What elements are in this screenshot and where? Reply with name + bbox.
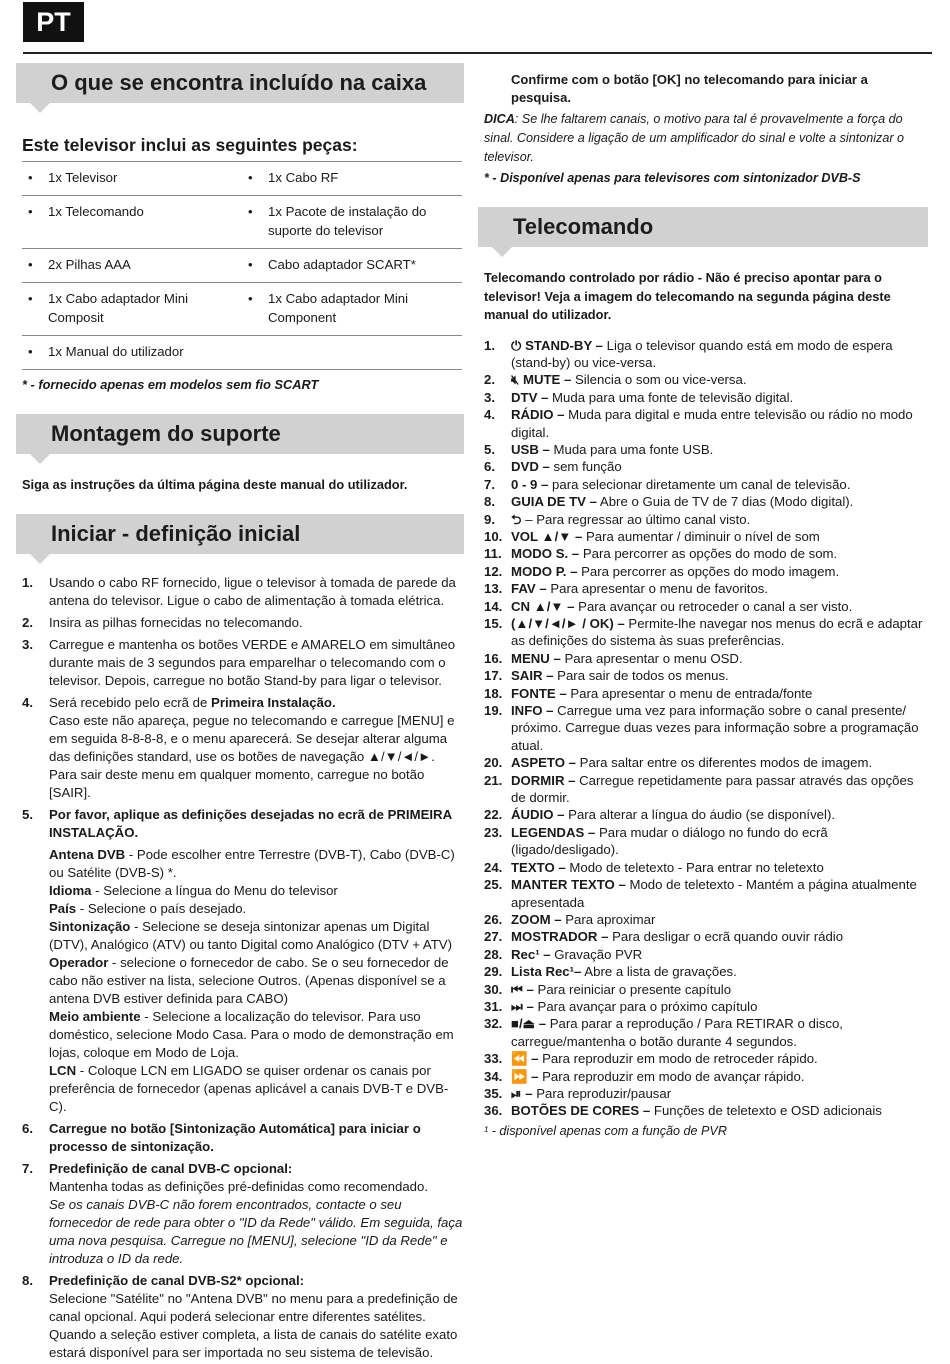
list-item <box>484 476 928 493</box>
item-number: 18. <box>484 685 503 701</box>
item-number: 27. <box>484 929 503 945</box>
key-description: Carregue uma vez para informação sobre o canal presente/ próximo. Carregue duas vezes para informação sobre a programação atual. <box>511 703 919 753</box>
item-number: 30. <box>484 981 503 997</box>
key-name: ÁUDIO – <box>511 807 565 823</box>
list-item <box>484 876 928 911</box>
key-name: MODO P. – <box>511 563 578 579</box>
item-number: 35. <box>484 1085 503 1101</box>
key-description: para selecionar diretamente um canal de televisão. <box>548 476 851 492</box>
key-description: Para reproduzir/pausar <box>532 1085 672 1101</box>
key-name: ⏮ – <box>511 981 534 997</box>
option-value: - Selecione se deseja sintonizar apenas um Digital (DTV), Analógico (ATV) ou tanto Digital como Analógico (DTV + ATV) <box>49 919 452 952</box>
key-description: Para avançar para o próximo capítulo <box>533 998 758 1014</box>
list-item <box>484 981 928 998</box>
item-number: 15. <box>484 616 503 631</box>
item-number: 11. <box>484 546 502 562</box>
list-item <box>484 667 928 684</box>
key-name: FONTE – <box>511 685 567 701</box>
bullet-icon: • <box>28 291 33 306</box>
header-rule <box>23 52 932 54</box>
key-description: Funções de teletexto e OSD adicionais <box>650 1103 882 1119</box>
item-number: 25. <box>484 877 503 893</box>
table-row <box>22 162 462 196</box>
option-value: - Selecione o país desejado. <box>76 901 247 916</box>
section-banner-box <box>16 63 464 103</box>
option-key: Antena DVB <box>49 847 126 862</box>
key-name: MODO S. – <box>511 546 580 562</box>
box-subtitle: Este televisor inclui as seguintes peças: <box>22 135 358 155</box>
key-name: ASPETO – <box>511 755 576 771</box>
item-number: 32. <box>484 1016 503 1032</box>
option-line <box>49 846 464 882</box>
section-banner-setup <box>16 514 464 554</box>
key-description: Muda para uma fonte de televisão digital. <box>548 389 794 405</box>
item-number: 9. <box>484 511 495 527</box>
key-description: Para desligar o ecrã quando ouvir rádio <box>608 929 844 945</box>
option-key: LCN <box>49 1063 77 1078</box>
option-value: - Selecione a língua do Menu do televisor <box>91 883 338 898</box>
item-number: 8. <box>484 494 495 510</box>
list-item <box>484 1050 928 1067</box>
item-number: 16. <box>484 650 503 666</box>
step-emphasis: Primeira Instalação. <box>211 695 336 710</box>
item-number: 4. <box>484 407 495 423</box>
item-number: 7. <box>484 476 495 492</box>
step-text: Será recebido pelo ecrã de <box>49 695 212 710</box>
list-item <box>484 806 928 823</box>
key-description: Silencia o som ou vice-versa. <box>571 372 747 388</box>
section-title-box: O que se encontra incluído na caixa <box>51 70 427 95</box>
key-name: DVD – <box>511 459 550 475</box>
key-description: Gravação PVR <box>550 946 643 962</box>
key-name: VOL ▲/▼ – <box>511 528 583 544</box>
item-number: 5. <box>484 441 495 457</box>
bullet-icon: • <box>28 257 33 272</box>
key-name: ⏩ – <box>511 1068 539 1084</box>
list-item: 3. Carregue e mantenha os botões VERDE e AMARELO em simultâneo durante mais de 3 segundos para emparelhar o telecomando com o televisor. Depois, carregue no botão Stand-by para ligar o televisor. <box>22 636 464 690</box>
key-description: Carregue repetidamente para passar através das opções de dormir. <box>511 772 914 806</box>
list-item: Cabo adaptador SCART* <box>268 257 416 272</box>
list-item <box>484 772 928 807</box>
list-item: 8. Predefinição de canal DVB-S2* opcional: Selecione "Satélite" no "Antena DVB" no menu para a predefinição de canal opcional. Aqui poderá selecionar entre diferentes satélites. Quando a seleção estiver completa, a lista de canais do satélite exato estará disponível para ser importada no seu sistema de televisão. <box>22 1272 464 1362</box>
list-item: 4. Será recebido pelo ecrã de Primeira Instalação. Caso este não apareça, pegue no telecomando e carregue [MENU] e em seguida 8-8-8-8, e o menu aparecerá. Se desejar alterar alguma das definições standard, use os botões de navegação ▲/▼/◄/►. Para sair deste menu em qualquer momento, carregue no botão [SAIR]. <box>22 694 464 802</box>
table-row <box>22 196 462 249</box>
option-value: - selecione o fornecedor de cabo. Se o seu fornecedor de cabo não estiver na lista, selecione Outros. (Apenas disponível se a antena DVB estiver definida para CABO) <box>49 955 449 1006</box>
step-text: Insira as pilhas fornecidas no telecomando. <box>49 615 303 630</box>
confirm-text: Confirme com o botão [OK] no telecomando para iniciar a pesquisa. <box>511 72 868 105</box>
tip-label: DICA <box>484 112 515 126</box>
key-name: MANTER TEXTO – <box>511 877 626 893</box>
key-description: Para apresentar o menu de entrada/fonte <box>566 685 813 701</box>
key-name: USB – <box>511 441 550 457</box>
table-row <box>22 283 462 336</box>
key-description: Liga o televisor quando está em modo de espera (stand-by) ou vice-versa. <box>511 337 893 370</box>
tip-block <box>478 110 928 167</box>
key-name: CN ▲/▼ – <box>511 598 575 614</box>
key-name: ■/⏏ – <box>511 1016 547 1032</box>
item-number: 23. <box>484 824 503 840</box>
step-heading: Predefinição de canal DVB-S2* opcional: <box>49 1273 305 1288</box>
dvbs-note: * - Disponível apenas para televisores com sintonizador DVB-S <box>484 171 861 185</box>
option-key: Idioma <box>49 883 92 898</box>
list-item <box>484 580 928 597</box>
bullet-icon: • <box>28 170 33 185</box>
key-description: Para mudar o diálogo no fundo do ecrã (ligado/desligado). <box>511 824 828 858</box>
key-name: (▲/▼/◄/► / OK) – <box>511 616 625 631</box>
item-number: 36. <box>484 1103 503 1119</box>
table-row <box>22 336 462 370</box>
banner-tab <box>492 247 512 257</box>
list-item <box>484 528 928 545</box>
item-number: 28. <box>484 946 503 962</box>
list-item <box>484 406 928 441</box>
list-item <box>484 702 928 754</box>
bullet-icon: • <box>248 170 253 185</box>
list-item: 1x Cabo adaptador Mini Composit <box>48 291 189 325</box>
key-description: Abre o Guia de TV de 7 dias (Modo digital). <box>596 494 854 510</box>
step-italic: Se os canais DVB-C não forem encontrados, contacte o seu fornecedor de rede para obter o "ID da Rede" válido. Em seguida, faça uma nova pesquisa. Carregue no [MENU], selecione "ID da Rede" e introduza o ID da rede. <box>49 1197 463 1266</box>
key-name: ⏻ STAND-BY – <box>511 337 604 353</box>
list-item <box>484 1085 928 1102</box>
key-name: ⏯ – <box>511 1085 533 1101</box>
key-name: FAV – <box>511 581 547 597</box>
item-number: 3. <box>484 389 495 405</box>
list-item <box>484 1068 928 1085</box>
key-description: Modo de teletexto - Mantém a página atualmente apresentada <box>511 877 917 910</box>
item-number: 33. <box>484 1051 503 1067</box>
bullet-icon: • <box>28 344 33 359</box>
list-item <box>484 337 928 372</box>
list-item <box>484 598 928 615</box>
item-number: 14. <box>484 598 503 614</box>
option-line <box>49 954 464 1008</box>
key-description: Muda para digital e muda entre televisão ou rádio no modo digital. <box>511 407 913 440</box>
item-number: 21. <box>484 772 503 788</box>
banner-tab <box>30 454 50 464</box>
list-item: 1x Pacote de instalação do suporte do televisor <box>268 204 427 238</box>
bullet-icon: • <box>28 204 33 219</box>
section-title-stand: Montagem do suporte <box>51 421 281 446</box>
key-name: 🔇︎ MUTE – <box>511 372 572 388</box>
key-description: Para sair de todos os menus. <box>553 668 729 684</box>
key-description: Para parar a reprodução / Para RETIRAR o disco, carregue/mantenha o botão durante 4 segundos. <box>511 1016 843 1049</box>
option-key: Sintonização <box>49 919 131 934</box>
item-number: 19. <box>484 703 503 719</box>
step-text: Mantenha todas as definições pré-definidas como recomendado. <box>49 1179 429 1194</box>
option-value: - Selecione a localização do televisor. Para uso doméstico, selecione Modo Casa. Para o modo de demonstração em lojas, coloque em Modo de Loja. <box>49 1009 454 1060</box>
language-badge: PT <box>23 2 84 42</box>
item-number: 22. <box>484 807 503 823</box>
key-name: GUIA DE TV – <box>511 494 597 510</box>
step-heading: Predefinição de canal DVB-C opcional: <box>49 1161 293 1176</box>
key-name: ZOOM – <box>511 911 562 927</box>
key-description: Para apresentar o menu de favoritos. <box>546 581 769 597</box>
item-number: 17. <box>484 668 503 684</box>
parts-table <box>22 161 462 370</box>
list-item <box>484 824 928 859</box>
section-banner-remote <box>478 207 928 247</box>
list-item <box>484 441 928 458</box>
list-item <box>484 859 928 876</box>
key-name: MOSTRADOR – <box>511 929 609 945</box>
scart-note: * - fornecido apenas em modelos sem fio SCART <box>22 377 319 392</box>
key-name: ⏭ – <box>511 998 534 1014</box>
key-name: MENU – <box>511 650 561 666</box>
key-name: 0 - 9 – <box>511 476 549 492</box>
item-number: 1. <box>484 337 495 353</box>
key-name: DTV – <box>511 389 549 405</box>
pvr-footnote: ¹ - disponível apenas com a função de PVR <box>484 1123 727 1138</box>
list-item: 1x Cabo adaptador Mini Component <box>268 291 409 325</box>
list-item <box>484 946 928 963</box>
key-name: LEGENDAS – <box>511 824 596 840</box>
list-item <box>484 615 928 650</box>
key-description: Para apresentar o menu OSD. <box>560 650 743 666</box>
item-number: 31. <box>484 998 503 1014</box>
option-key: Operador <box>49 955 109 970</box>
key-name: TEXTO – <box>511 859 566 875</box>
key-name: ⏪ – <box>511 1051 539 1067</box>
item-number: 12. <box>484 563 503 579</box>
item-number: 6. <box>484 459 495 475</box>
banner-tab <box>30 103 50 113</box>
list-item: 5. Por favor, aplique as definições desejadas no ecrã de PRIMEIRA INSTALAÇÃO. Antena DVB - Pode escolher entre Terrestre (DVB-T), Cabo (DVB-C) ou Satélite (DVB-S) *. Idioma - Selecione a língua do Menu do televisor País - Selecione o país desejado. Sintonização - Selecione se deseja sintonizar apenas um Digital (DTV), Analógico (ATV) ou tanto Digital como Analógico (DTV + ATV) Operador - selecione o fornecedor de cabo. Se o seu fornecedor de cabo não estiver na lista, selecione Outros. (Apenas disponível se a antena DVB estiver definida para CABO) Meio ambiente - Selecione a localização do televisor. Para uso doméstico, selecione Modo Casa. Para o modo de demonstração em lojas, coloque em Modo de Loja. LCN - Coloque LCN em LIGADO se quiser ordenar os canais por preferência de fornecedor (apenas aplicável a canais DVB-T e DVB-C). <box>22 806 464 1116</box>
key-description: Para percorrer as opções do modo imagem. <box>577 563 840 579</box>
key-name: BOTÕES DE CORES – <box>511 1103 651 1119</box>
item-number: 13. <box>484 581 503 597</box>
remote-key-list <box>484 337 928 1120</box>
section-banner-stand <box>16 414 464 454</box>
section-title-remote: Telecomando <box>513 214 654 239</box>
list-item <box>484 998 928 1015</box>
key-name: SAIR – <box>511 668 554 684</box>
list-item <box>484 911 928 928</box>
key-name: INFO – <box>511 703 554 719</box>
remote-intro: Telecomando controlado por rádio - Não é preciso apontar para o televisor! Veja a imagem do telecomando na segunda página deste manual do utilizador. <box>484 270 891 322</box>
key-description: sem função <box>549 459 622 475</box>
tip-text: : Se lhe faltarem canais, o motivo para tal é provavelmente a força do sinal. Considere a ligação de um amplificador do sinal e volte a sintonizar o televisor. <box>484 112 905 164</box>
item-number: 20. <box>484 755 503 771</box>
list-item <box>484 389 928 406</box>
list-item <box>484 511 928 528</box>
list-item: 7. Predefinição de canal DVB-C opcional: Mantenha todas as definições pré-definidas como recomendado. Se os canais DVB-C não forem encontrados, contacte o seu fornecedor de rede para obter o "ID da Rede" válido. Em seguida, faça uma nova pesquisa. Carregue no [MENU], selecione "ID da Rede" e introduza o ID da rede. <box>22 1161 463 1266</box>
table-row <box>22 249 462 283</box>
key-description: Para alterar a língua do áudio (se disponível). <box>564 807 836 823</box>
key-description: Muda para uma fonte USB. <box>549 441 714 457</box>
list-item <box>484 458 928 475</box>
option-line <box>49 900 464 918</box>
key-description: Para percorrer as opções do modo de som. <box>579 546 838 562</box>
option-line <box>49 882 464 900</box>
item-number: 34. <box>484 1068 503 1084</box>
step-text: Selecione "Satélite" no "Antena DVB" no menu para a predefinição de canal opcional. Aqui poderá selecionar entre diferentes satélites. Quando a seleção estiver completa, a lista de canais do satélite exato estará disponível para ser importada no seu sistema de televisão. <box>49 1291 458 1360</box>
key-description: Para aproximar <box>561 911 656 927</box>
list-item <box>484 1015 928 1050</box>
key-description: Para avançar ou retroceder o canal a ser visto. <box>574 598 853 614</box>
list-item <box>484 493 928 510</box>
key-name: RÁDIO – <box>511 407 565 423</box>
key-description: Abre a lista de gravações. <box>581 964 737 980</box>
list-item: 1x Cabo RF <box>268 170 339 185</box>
list-item: 1x Televisor <box>48 170 118 185</box>
step-emphasis: Por favor, aplique as definições desejadas no ecrã de PRIMEIRA INSTALAÇÃO. <box>49 807 452 840</box>
list-item <box>484 963 928 980</box>
list-item: 1x Manual do utilizador <box>48 344 184 359</box>
bullet-icon: • <box>248 204 253 219</box>
section-title-setup: Iniciar - definição inicial <box>51 521 301 546</box>
key-name: DORMIR – <box>511 772 576 788</box>
option-key: País <box>49 901 77 916</box>
item-number: 10. <box>484 528 503 544</box>
key-description: Para saltar entre os diferentes modos de imagem. <box>575 755 873 771</box>
step-text: Carregue e mantenha os botões VERDE e AMARELO em simultâneo durante mais de 3 segundos para emparelhar o telecomando com o televisor. Depois, carregue no botão Stand-by para ligar o televisor. <box>49 637 456 688</box>
step-emphasis: Carregue no botão [Sintonização Automática] para iniciar o processo de sintonização. <box>49 1121 421 1154</box>
key-name: Lista Rec¹– <box>511 964 582 980</box>
option-line <box>49 918 464 954</box>
step-text: Caso este não apareça, pegue no telecomando e carregue [MENU] e em seguida 8-8-8-8, e o menu aparecerá. Se desejar alterar alguma das definições standard, use os botões de navegação ▲/▼/◄/►. Para sair deste menu em qualquer momento, carregue no botão [SAIR]. <box>49 713 455 800</box>
item-number: 2. <box>484 372 495 388</box>
key-description: Para reiniciar o presente capítulo <box>533 981 732 997</box>
option-line <box>49 1062 464 1116</box>
list-item <box>484 545 928 562</box>
list-item: 2. Insira as pilhas fornecidas no telecomando. <box>22 614 464 632</box>
list-item <box>484 754 928 771</box>
bullet-icon: • <box>248 257 253 272</box>
banner-tab <box>30 554 50 564</box>
key-description: – Para regressar ao último canal visto. <box>525 511 751 527</box>
right-column <box>478 71 928 1140</box>
list-item <box>484 685 928 702</box>
item-number: 24. <box>484 859 503 875</box>
key-description: Para reproduzir em modo de avançar rápido. <box>538 1068 805 1084</box>
key-description: Para aumentar / diminuir o nível de som <box>582 528 820 544</box>
list-item <box>484 650 928 667</box>
option-line <box>49 1008 464 1062</box>
key-description: Modo de teletexto - Para entrar no teletexto <box>565 859 824 875</box>
key-name: ⮌ <box>511 511 526 527</box>
key-description: Permite-lhe navegar nos menus do ecrã e adaptar as definições do sistema às suas preferências. <box>511 616 923 649</box>
key-description: Para reproduzir em modo de retroceder rápido. <box>538 1051 818 1067</box>
list-item <box>484 1102 928 1119</box>
step-text: Usando o cabo RF fornecido, ligue o televisor à tomada de parede da antena do televisor. Ligue o cabo de alimentação à tomada elétrica. <box>49 575 456 608</box>
list-item: 2x Pilhas AAA <box>48 257 131 272</box>
left-column <box>16 63 464 1364</box>
item-number: 29. <box>484 964 503 980</box>
list-item: 1x Telecomando <box>48 204 144 219</box>
list-item: 1. Usando o cabo RF fornecido, ligue o televisor à tomada de parede da antena do televisor. Ligue o cabo de alimentação à tomada elétrica. <box>22 574 464 610</box>
option-key: Meio ambiente <box>49 1009 141 1024</box>
bullet-icon: • <box>248 291 253 306</box>
list-item: 6. Carregue no botão [Sintonização Automática] para iniciar o processo de sintonização. <box>22 1120 464 1156</box>
list-item <box>484 371 928 388</box>
stand-instruction: Siga as instruções da última página deste manual do utilizador. <box>22 477 408 492</box>
setup-steps <box>22 574 464 1362</box>
option-value: - Pode escolher entre Terrestre (DVB-T), Cabo (DVB-C) ou Satélite (DVB-S) *. <box>49 847 455 880</box>
item-number: 26. <box>484 911 503 927</box>
list-item <box>484 563 928 580</box>
list-item <box>484 928 928 945</box>
option-value: - Coloque LCN em LIGADO se quiser ordenar os canais por preferência de fornecedor (apenas aplicável a canais DVB-T e DVB-C). <box>49 1063 449 1114</box>
key-name: Rec¹ – <box>511 946 551 962</box>
